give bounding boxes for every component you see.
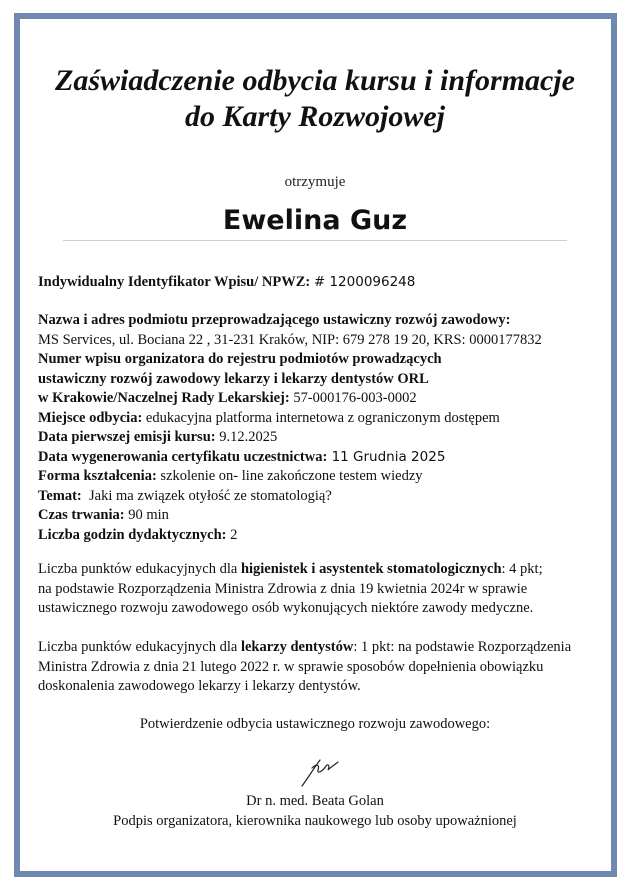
title-line-2: do Karty Rozwojowej [184,100,446,133]
org-label: Nazwa i adres podmiotu przeprowadzającego ustawiczny rozwój zawodowy: [38,312,511,328]
register-label-1: Numer wpisu organizatora do rejestru podmiotów prowadzących [38,351,442,367]
points-dentists [38,638,598,697]
points1-pre: Liczba punktów edukacyjnych dla [38,561,241,577]
npwz-value: # 1200096248 [313,274,416,290]
form-label: Forma kształcenia: [38,468,157,484]
points2-line3: doskonalenia zawodowego lekarzy i lekarzy dentystów. [38,678,361,694]
signer-role: Podpis organizatora, kierownika naukowego lub osoby upoważnionej [113,813,517,829]
place-label: Miejsce odbycia: [38,409,143,426]
hours-value: 2 [226,526,238,543]
cert-date-label: Data wygenerowania certyfikatu uczestnictwa: [38,448,328,465]
name-underline [63,240,567,241]
topic-value: Jaki ma związek otyłość ze stomatologią? [81,487,332,504]
signer-name: Dr n. med. Beata Golan [246,793,384,809]
points2-line2: Ministra Zdrowia z dnia 21 lutego 2022 r. w sprawie sposobów dopełnienia obowiązku [38,658,544,675]
points2-bold: lekarzy dentystów [240,639,354,655]
points2-pre: Liczba punktów edukacyjnych dla [38,639,241,655]
duration-label: Czas trwania: [38,507,125,523]
register-label-3: w Krakowie/Naczelnej Rady Lekarskiej: [38,390,290,406]
npwz-row [38,273,598,293]
register-label-2: ustawiczny rozwój zawodowy lekarzy i lekarzy dentystów ORL [38,370,429,387]
certificate-title [0,63,630,135]
points1-line2: na podstawie Rozporządzenia Ministra Zdrowia z dnia 19 kwietnia 2024r w sprawie [38,580,528,597]
register-value: 57-000176-003-0002 [289,390,417,406]
receives-label: otrzymuje [284,174,346,190]
npwz-label: Indywidualny Identyfikator Wpisu/ NPWZ: [38,274,311,290]
duration-value: 90 min [124,507,169,523]
first-issue-value: 9.12.2025 [215,429,278,445]
recipient-name: Ewelina Guz [222,205,408,236]
points1-bold: higienistek i asystentek stomatologicznych [240,561,502,577]
points1-post: : 4 pkt; [501,561,543,577]
org-value: MS Services, ul. Bociana 22 , 31-231 Kraków, NIP: 679 278 19 20, KRS: 0000177832 [38,331,542,348]
place-value: edukacyjna platforma internetowa z ograniczonym dostępem [142,409,500,426]
points1-line3: ustawicznego rozwoju zawodowego osób wykonujących niektóre zawody medyczne. [38,600,534,616]
signature-image [300,754,340,788]
form-value: szkolenie on- line zakończone testem wiedzy [156,468,423,484]
cert-date-value: 11 Grudnia 2025 [327,448,446,465]
hours-label: Liczba godzin dydaktycznych: [38,526,227,543]
topic-label: Temat: [38,487,82,504]
first-issue-label: Data pierwszej emisji kursu: [38,429,216,445]
points2-post: : 1 pkt: na podstawie Rozporządzenia [353,639,572,655]
details-block [38,311,598,545]
title-line-1: Zaświadczenie odbycia kursu i informacje [55,64,575,97]
confirmation-text: Potwierdzenie odbycia ustawicznego rozwoju zawodowego: [139,716,491,732]
points-hygienists [38,560,598,619]
